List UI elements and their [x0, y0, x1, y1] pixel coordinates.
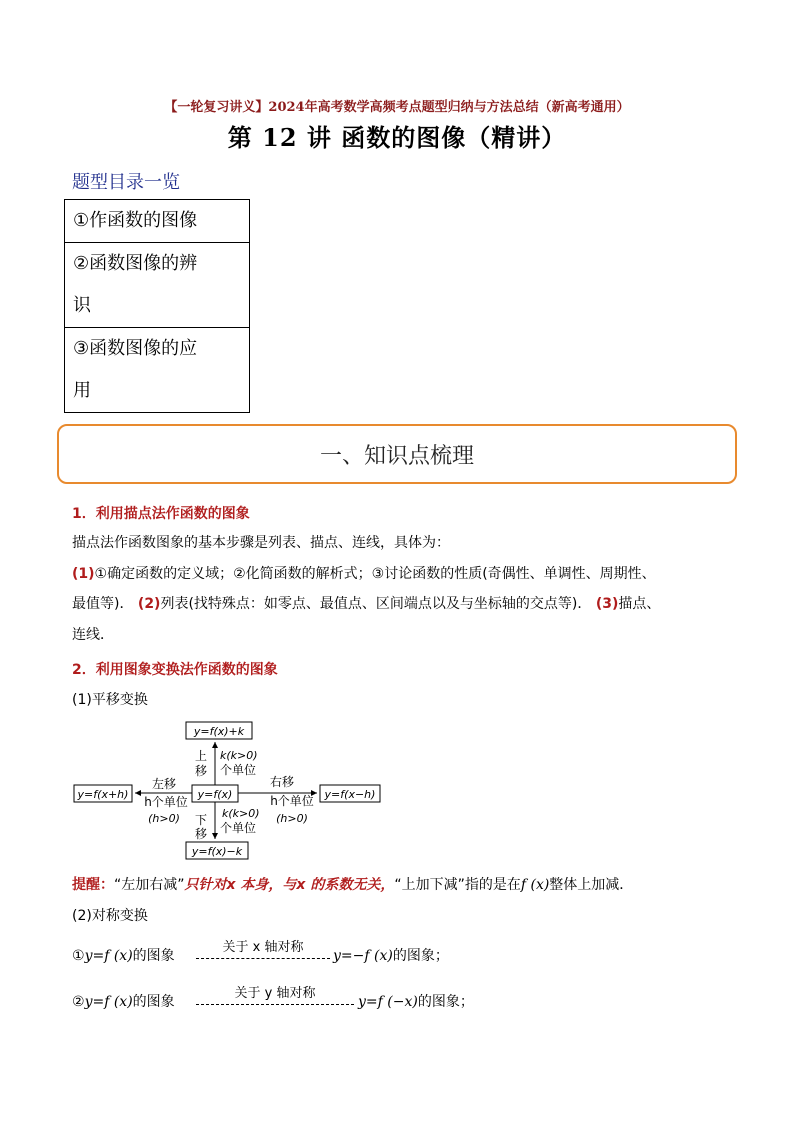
tip-rule-1: “左加右减” — [114, 877, 185, 893]
sym-2-from: y=f (x) — [84, 994, 133, 1010]
sym-1-from-suffix: 的图象 — [132, 948, 175, 964]
label-left: y=f(x+h) — [77, 788, 129, 801]
up-move-2: 移 — [194, 764, 208, 778]
down-move-2: 移 — [194, 827, 208, 841]
s1-para-1 — [72, 559, 732, 589]
series-header: 【一轮复习讲义】2024年高考数学高频考点题型归纳与方法总结（新高考通用） — [164, 100, 630, 115]
translation-diagram — [70, 716, 390, 864]
step-3-tag: (3) — [595, 596, 619, 612]
toc-item-1[interactable] — [65, 200, 250, 243]
tip-fx: f (x) — [520, 877, 550, 893]
down-cond-2: 个单位 — [220, 821, 257, 835]
up-cond-1: k(k>0) — [220, 749, 258, 762]
down-cond-1: k(k>0) — [222, 807, 260, 820]
sym-2-arrow — [196, 1004, 354, 1005]
section-title: 一、知识点梳理 — [319, 444, 474, 469]
step-2-tag: (2) — [137, 596, 161, 612]
toc-heading: 题型目录一览 — [72, 172, 180, 193]
step-1-text: ①确定函数的定义域；②化简函数的解析式；③讨论函数的性质(奇偶性、单调性、周期性、 — [94, 566, 656, 582]
left-move: 左移 — [151, 777, 177, 791]
s1-para-3: 连线． — [72, 627, 114, 643]
tip-rule-2: “上加下减”指的是在 — [394, 877, 521, 893]
right-move: 右移 — [269, 775, 295, 789]
sym-2-from-suffix: 的图象 — [132, 994, 175, 1010]
step-1-tag: (1) — [72, 566, 95, 582]
tip-line — [72, 870, 633, 900]
s1-intro: 描点法作函数图象的基本步骤是列表、描点、连线，具体为： — [72, 535, 450, 551]
down-move-1: 下 — [194, 813, 208, 827]
toc-item-2[interactable] — [65, 243, 250, 328]
label-center: y=f(x) — [197, 788, 233, 801]
sym-rule-2-right — [358, 987, 474, 1017]
s1-para-2 — [72, 589, 660, 619]
sym-1-to-suffix: 的图象； — [392, 948, 449, 964]
label-right: y=f(x−h) — [324, 788, 376, 801]
right-cond-2: (h>0) — [276, 812, 308, 825]
sym-2-to: y=f (−x) — [358, 994, 418, 1010]
sym-1-arrow — [196, 958, 330, 959]
label-top: y=f(x)+k — [193, 725, 245, 738]
left-cond-1: h个单位 — [144, 795, 188, 809]
sym-rule-1-right — [333, 941, 449, 971]
sym-1-from: y=f (x) — [84, 948, 133, 964]
step-1-text-cont: 最值等)． — [72, 596, 134, 612]
tip-emphasis: 只针对x 本身，与x 的系数无关， — [184, 877, 395, 893]
right-cond-1: h个单位 — [270, 794, 314, 808]
tip-end: 整体上加减． — [549, 877, 634, 893]
page-title: 第 12 讲 函数的图像（精讲） — [227, 123, 567, 152]
sym-2-to-suffix: 的图象； — [417, 994, 474, 1010]
toc-item-3[interactable] — [65, 328, 250, 413]
toc-item-3-text: ③函数图像的应 — [73, 338, 198, 359]
up-cond-2: 个单位 — [220, 763, 257, 777]
label-bottom: y=f(x)−k — [191, 845, 243, 858]
toc-item-3-text-cont: 用 — [73, 380, 91, 401]
sym-2-num: ② — [72, 994, 85, 1010]
s2-heading: 2．利用图象变换法作函数的图象 — [72, 662, 278, 678]
toc-table — [64, 199, 250, 413]
sym-1-to: y=−f (x) — [333, 948, 393, 964]
sym-2-label: 关于 y 轴对称 — [234, 986, 316, 1001]
toc-item-2-text: ②函数图像的辨 — [73, 253, 198, 274]
left-cond-2: (h>0) — [148, 812, 180, 825]
s1-heading: 1．利用描点法作函数的图象 — [72, 506, 250, 522]
toc-item-2-text-cont: 识 — [73, 295, 91, 316]
tip-label: 提醒： — [72, 877, 114, 893]
s2-sub-translation: (1)平移变换 — [72, 692, 148, 708]
up-move-1: 上 — [194, 749, 208, 763]
step-2-text: 列表(找特殊点：如零点、最值点、区间端点以及与坐标轴的交点等)． — [160, 596, 592, 612]
sym-rule-1-left — [72, 941, 175, 971]
sym-rule-2-left — [72, 987, 175, 1017]
s2-sub-symmetry: (2)对称变换 — [72, 908, 148, 924]
sym-1-num: ① — [72, 948, 85, 964]
step-3-text: 描点、 — [618, 596, 661, 612]
sym-1-label: 关于 x 轴对称 — [222, 940, 304, 955]
toc-item-1-text: ①作函数的图像 — [73, 210, 198, 231]
